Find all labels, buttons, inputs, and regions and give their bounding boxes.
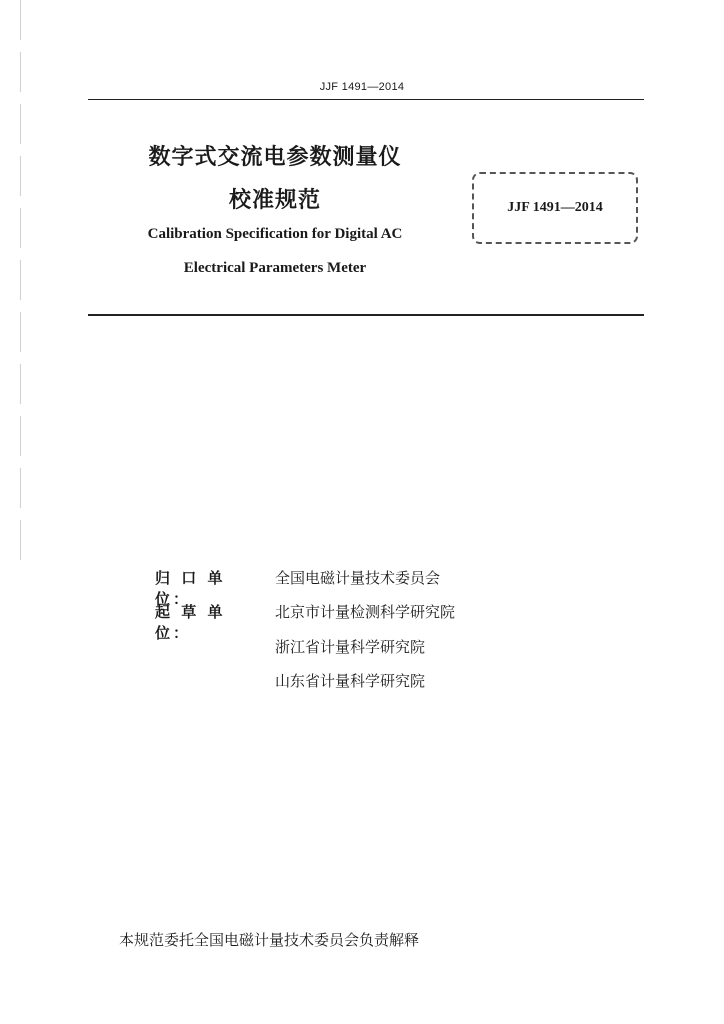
title-chinese-line2: 校准规范 [228, 187, 321, 213]
title-english-line1: Calibration Specification for Digital AC [147, 226, 403, 242]
standard-code: JJF 1491—2014 [507, 200, 603, 215]
title-divider [88, 314, 644, 316]
header-code: JJF 1491—2014 [319, 81, 405, 93]
responsible-unit-value: 全国电磁计量技术委员会 [275, 569, 441, 587]
drafting-unit-value: 浙江省计量科学研究院 [275, 638, 426, 656]
header-rule [88, 99, 644, 100]
footer-note: 本规范委托全国电磁计量技术委员会负责解释 [119, 931, 420, 949]
drafting-unit-value: 北京市计量检测科学研究院 [275, 603, 456, 621]
title-chinese-line1: 数字式交流电参数测量仪 [148, 144, 402, 170]
drafting-unit-label: 起 草 单 位： [155, 603, 226, 642]
standard-code-box [472, 172, 638, 244]
title-english-line2: Electrical Parameters Meter [183, 260, 367, 276]
responsible-unit-label: 归 口 单 位： [155, 569, 226, 608]
drafting-unit-value: 山东省计量科学研究院 [275, 672, 426, 690]
